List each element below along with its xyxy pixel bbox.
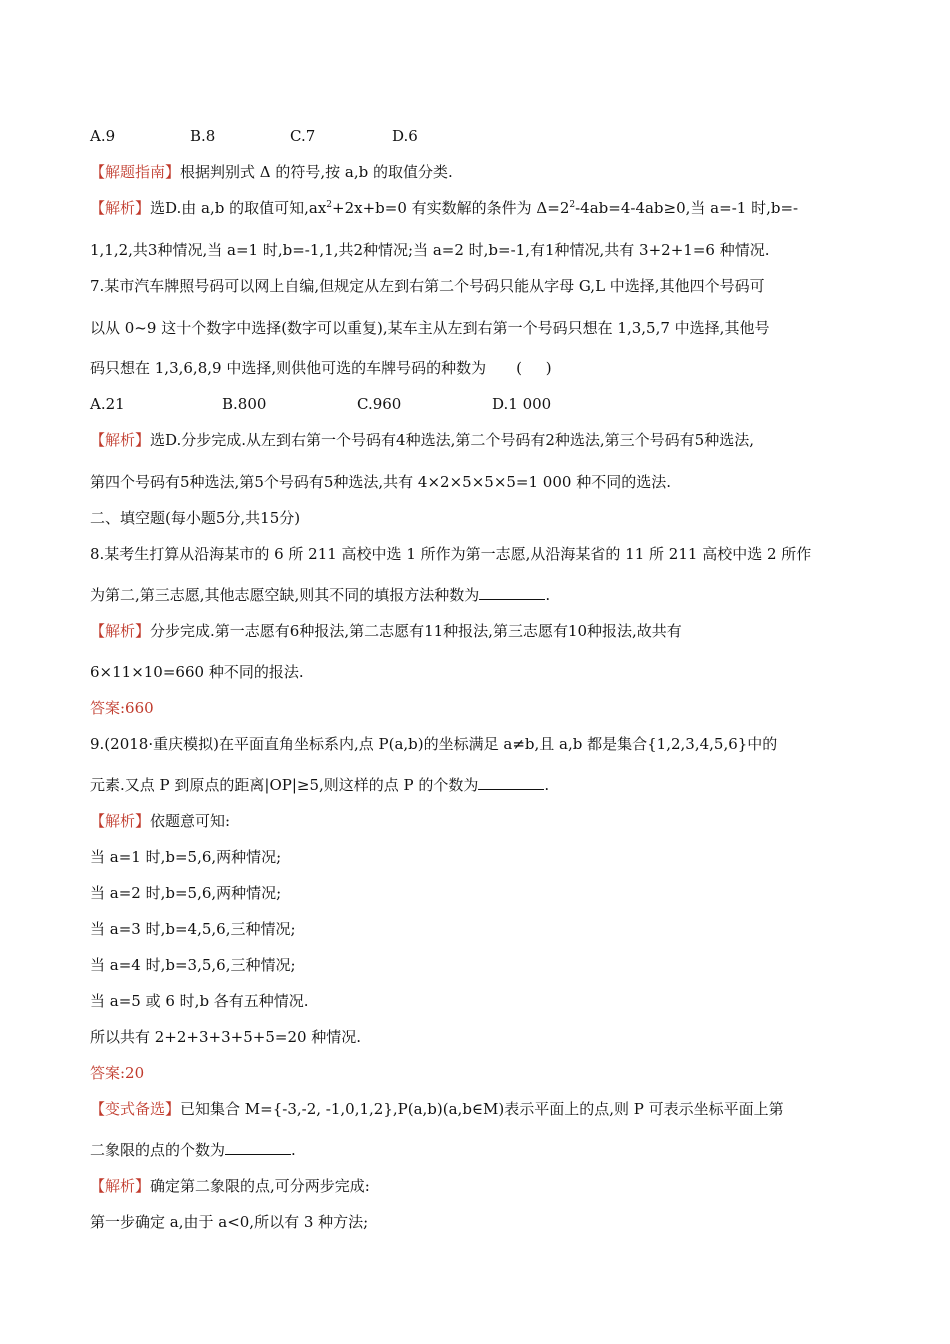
q9-stem-line2 <box>90 775 860 795</box>
variant-line1 <box>90 1099 860 1119</box>
answer-paren: ( ) <box>516 359 552 377</box>
q9-case: 当 a=4 时,b=3,5,6,三种情况; <box>90 956 296 974</box>
q9-case: 当 a=5 或 6 时,b 各有五种情况. <box>90 992 309 1010</box>
q7-option-d: D.1 000 <box>492 395 552 413</box>
answer-blank <box>225 1140 291 1155</box>
q7-option-a: A.21 <box>90 395 125 413</box>
q6-analysis-line1 <box>90 198 860 218</box>
variant-step1: 第一步确定 a,由于 a<0,所以有 3 种方法; <box>90 1213 369 1231</box>
q7-analysis-line1 <box>90 430 860 450</box>
variant-text: 二象限的点的个数为 <box>90 1141 226 1159</box>
exponent: 2 <box>326 200 333 210</box>
answer-blank <box>479 585 545 600</box>
q7-option-b: B.800 <box>222 395 267 413</box>
q6-analysis-line2: 1,1,2,共3种情况,当 a=1 时,b=-1,1,共2种情况;当 a=2 时,b=-1,有1种情况,共有 3+2+1=6 种情况. <box>90 241 770 259</box>
q9-stem-line1: 9.(2018·重庆模拟)在平面直角坐标系内,点 P(a,b)的坐标满足 a≠b,且 a,b 都是集合{1,2,3,4,5,6}中的 <box>90 735 778 753</box>
period: . <box>544 776 550 794</box>
guide-tag: 【解题指南】 <box>90 163 181 181</box>
q9-case: 当 a=2 时,b=5,6,两种情况; <box>90 884 282 902</box>
q6-option-b: B.8 <box>190 127 216 145</box>
q8-stem-text: 为第二,第三志愿,其他志愿空缺,则其不同的填报方法种数为 <box>90 586 480 604</box>
analysis-tag: 【解析】 <box>90 431 151 449</box>
q7-stem-line1: 7.某市汽车牌照号码可以网上自编,但规定从左到右第二个号码只能从字母 G,L 中选择,其他四个号码可 <box>90 277 765 295</box>
period: . <box>291 1141 296 1159</box>
q8-stem-line1: 8.某考生打算从沿海某市的 6 所 211 高校中选 1 所作为第一志愿,从沿海某省的 11 所 211 高校中选 2 所作 <box>90 545 812 563</box>
q8-analysis-line2: 6×11×10=660 种不同的报法. <box>90 663 304 681</box>
analysis-tag: 【解析】 <box>90 622 151 640</box>
q6-option-d: D.6 <box>392 127 418 145</box>
q6-option-c: C.7 <box>290 127 316 145</box>
analysis-tag: 【解析】 <box>90 812 151 830</box>
q9-answer: 答案:20 <box>90 1064 145 1082</box>
analysis-text: 选D.由 a,b 的取值可知,ax <box>150 199 327 217</box>
q9-case: 当 a=3 时,b=4,5,6,三种情况; <box>90 920 296 938</box>
section-title: 二、填空题(每小题5分,共15分) <box>90 509 301 527</box>
analysis-text: +2x+b=0 有实数解的条件为 Δ=2 <box>332 199 570 217</box>
q7-option-c: C.960 <box>357 395 402 413</box>
variant-analysis <box>90 1176 860 1196</box>
analysis-tag: 【解析】 <box>90 1177 151 1195</box>
q6-option-a: A.9 <box>90 127 116 145</box>
analysis-text: 确定第二象限的点,可分两步完成: <box>150 1177 370 1195</box>
exponent: 2 <box>569 200 576 210</box>
q7-stem-line2: 以从 0~9 这十个数字中选择(数字可以重复),某车主从左到右第一个号码只想在 1,3,5,7 中选择,其他号 <box>90 319 770 337</box>
q7-stem-line3 <box>90 358 860 378</box>
analysis-text: 依题意可知: <box>150 812 231 830</box>
variant-tag: 【变式备选】 <box>90 1100 181 1118</box>
q7-analysis-line2: 第四个号码有5种选法,第5个号码有5种选法,共有 4×2×5×5×5=1 000 种不同的选法. <box>90 473 671 491</box>
analysis-text: 分步完成.第一志愿有6种报法,第二志愿有11种报法,第三志愿有10种报法,故共有 <box>150 622 682 640</box>
q8-answer: 答案:660 <box>90 699 154 717</box>
q7-stem-text: 码只想在 1,3,6,8,9 中选择,则供他可选的车牌号码的种数为 <box>90 359 487 377</box>
analysis-tag: 【解析】 <box>90 199 151 217</box>
q9-case: 所以共有 2+2+3+3+5+5=20 种情况. <box>90 1028 362 1046</box>
analysis-text: -4ab=4-4ab≥0,当 a=-1 时,b=- <box>575 199 799 217</box>
answer-blank <box>478 775 544 790</box>
q6-guide <box>90 162 860 182</box>
analysis-text: 选D.分步完成.从左到右第一个号码有4种选法,第二个号码有2种选法,第三个号码有5种选法, <box>150 431 754 449</box>
q9-analysis <box>90 811 860 831</box>
period: . <box>545 586 551 604</box>
guide-text: 根据判别式 Δ 的符号,按 a,b 的取值分类. <box>180 163 453 181</box>
q9-case: 当 a=1 时,b=5,6,两种情况; <box>90 848 282 866</box>
q9-stem-text: 元素.又点 P 到原点的距离|OP|≥5,则这样的点 P 的个数为 <box>90 776 479 794</box>
q8-stem-line2 <box>90 585 860 605</box>
variant-text: 已知集合 M={-3,-2, -1,0,1,2},P(a,b)(a,b∈M)表示平面上的点,则 P 可表示坐标平面上第 <box>180 1100 784 1118</box>
q8-analysis-line1 <box>90 621 860 641</box>
variant-line2 <box>90 1140 860 1160</box>
